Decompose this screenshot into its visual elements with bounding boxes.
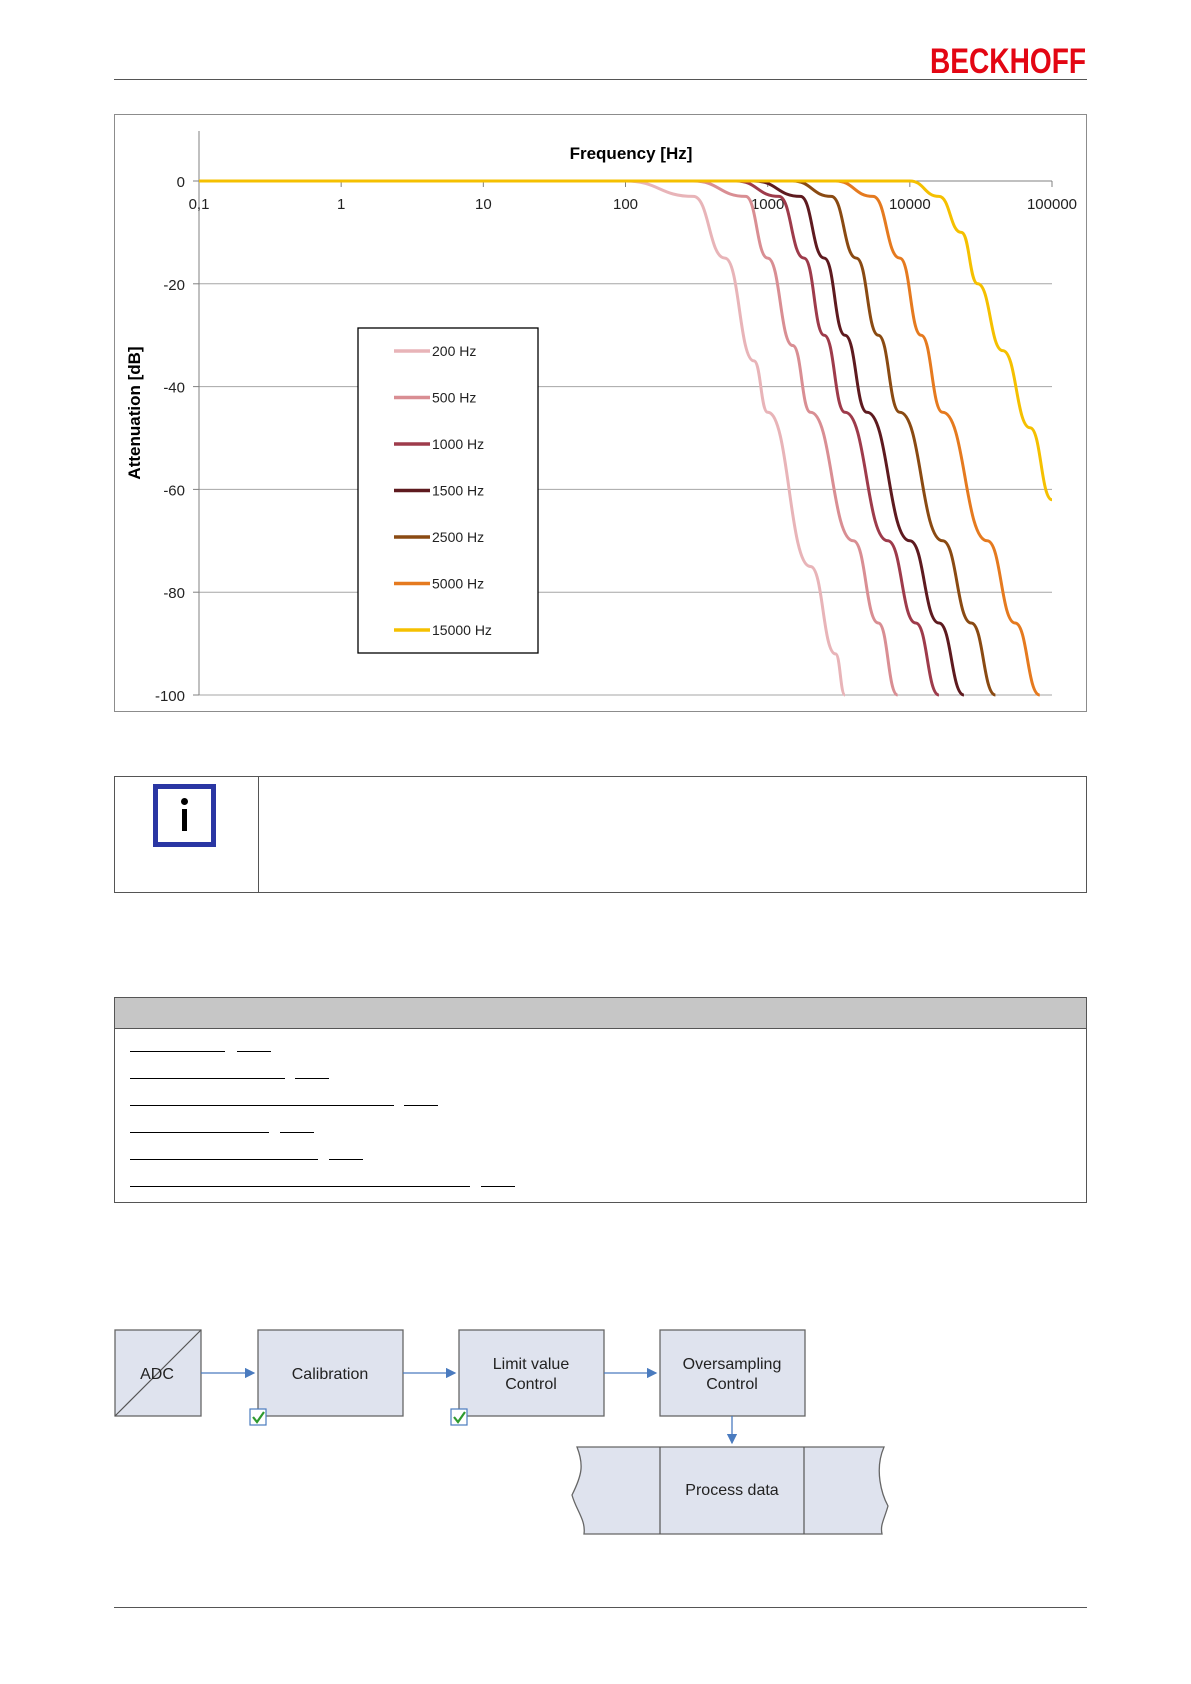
note-box (114, 776, 1087, 893)
adc-label: ADC (140, 1366, 174, 1383)
chart-ylabel: Attenuation [dB] (125, 346, 144, 480)
oversampling-control-block (660, 1330, 805, 1416)
x-tick-label: 1000 (750, 196, 785, 213)
link-line[interactable] (130, 1159, 318, 1160)
calibration-block (258, 1330, 403, 1416)
series-line-500-hz (199, 181, 898, 695)
link-line[interactable] (130, 1051, 225, 1052)
series-line-1000-hz (199, 181, 939, 695)
y-tick-label: -80 (163, 585, 185, 603)
y-tick-label: -20 (163, 276, 185, 294)
note-icon-cell (115, 777, 259, 892)
y-tick-label: -40 (163, 379, 185, 397)
calibration-label: Calibration (291, 1366, 369, 1383)
series-line-1500-hz (199, 181, 964, 695)
legend-label: 15000 Hz (432, 622, 492, 638)
limit-value-label: Limit value (492, 1356, 570, 1373)
info-icon-stem (182, 809, 187, 831)
x-tick-label: 10000 (888, 196, 931, 213)
chart-title: Frequency [Hz] (569, 144, 693, 163)
link-page-line[interactable] (280, 1132, 314, 1133)
legend-label: 5000 Hz (432, 575, 485, 592)
x-tick-label: 1 (336, 196, 346, 213)
x-tick-label: 0,1 (188, 196, 210, 213)
y-tick-label: 0 (176, 174, 185, 191)
filter-chart (115, 115, 1086, 711)
link-line[interactable] (130, 1186, 470, 1187)
info-icon-dot (181, 798, 188, 805)
filter-chart-frame (114, 114, 1087, 712)
link-line[interactable] (130, 1078, 285, 1079)
link-page-line[interactable] (295, 1078, 329, 1079)
x-tick-label: 10 (474, 196, 492, 213)
signal-flow-diagram (114, 1325, 894, 1535)
y-tick-label: -100 (154, 688, 185, 705)
oversampling-control-label: Control (706, 1376, 758, 1393)
process-data-label: Process data (685, 1482, 779, 1499)
x-tick-label: 100000 (1026, 196, 1078, 213)
legend-label: 200 Hz (432, 343, 477, 359)
link-line[interactable] (130, 1105, 394, 1106)
footer-rule (114, 1607, 1087, 1608)
link-list-header (115, 998, 1086, 1029)
info-icon (153, 784, 216, 847)
process-data-block (572, 1447, 888, 1534)
link-list-box (114, 997, 1087, 1203)
beckhoff-logo (930, 40, 1088, 80)
header-rule (114, 79, 1087, 80)
link-line[interactable] (130, 1132, 269, 1133)
legend-label: 2500 Hz (432, 529, 485, 545)
legend-label: 500 Hz (432, 389, 477, 406)
series-line-2500-hz (199, 181, 995, 695)
adc-block (115, 1330, 201, 1416)
y-tick-label: -60 (163, 482, 185, 500)
link-page-line[interactable] (237, 1051, 271, 1052)
legend-label: 1000 Hz (432, 436, 485, 452)
x-tick-label: 100 (612, 196, 639, 213)
calibration-checkbox[interactable] (250, 1409, 266, 1425)
limit-control-label: Control (505, 1376, 557, 1393)
link-page-line[interactable] (404, 1105, 438, 1106)
limit-value-control-block (459, 1330, 604, 1416)
chart-legend (358, 328, 538, 653)
brand-name: BECKHOFF (930, 42, 1086, 81)
link-page-line[interactable] (481, 1186, 515, 1187)
limit-value-checkbox[interactable] (451, 1409, 467, 1425)
oversampling-label: Oversampling (682, 1356, 782, 1373)
link-page-line[interactable] (329, 1159, 363, 1160)
legend-label: 1500 Hz (432, 482, 485, 499)
